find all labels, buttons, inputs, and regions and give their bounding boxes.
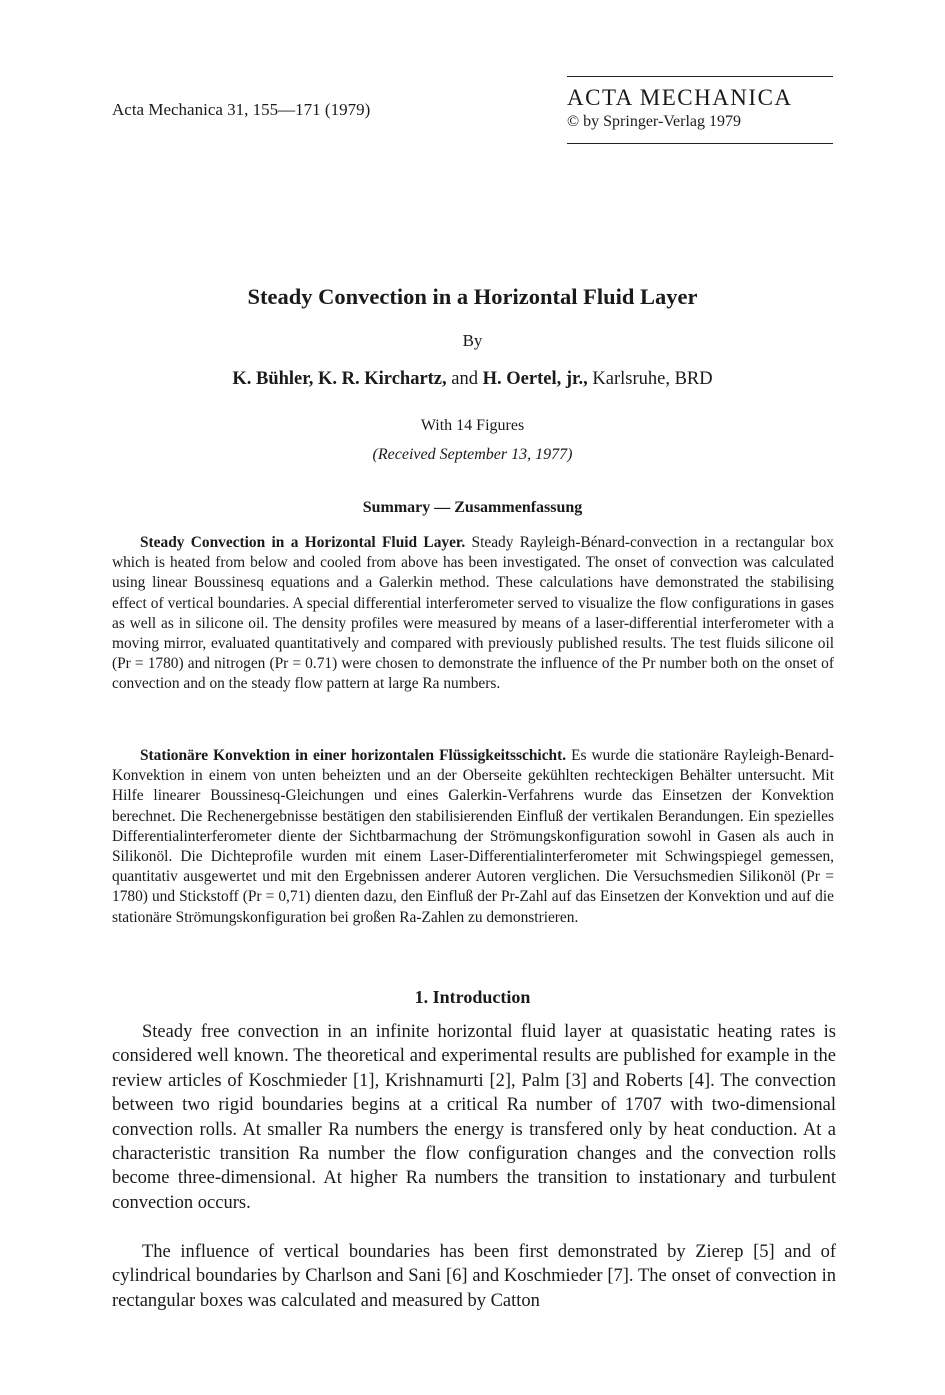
abstract-german-text: Es wurde die stationäre Rayleigh-Benard-Konvektion in einem von unten beheizten und an der Oberseite gekühlten rechteckigen Behälter untersucht. Mit Hilfe linearer Boussinesq-Gleichungen und eines Galerkin-Verfahrens wurde das Einsetzen der Konvektion berechnet. Die Rechenergebnisse bestätigen den stabilisierenden Einfluß der vertikalen Berandungen. Ein spezielles Differentialinterferometer diente der Sichtbarmachung der Strömungskonfiguration sowohl in Gasen als auch in Silikonöl. Die Dichteprofile wurden mit einem Laser-Differentialinterferometer mit Schwingspiegel gemessen, quantitativ ausgewertet und mit den Ergebnissen anderer Autoren verglichen. Die Versuchsmedien Silikonöl (Pr = 1780) und Stickstoff (Pr = 0,71) dienten dazu, den Einfluß der Pr-Zahl auf das Einsetzen der Konvektion und auf die stationäre Strömungskonfiguration bei großen Ra-Zahlen zu demonstrieren.	[112, 747, 834, 926]
author-list	[0, 369, 945, 390]
section-heading-introduction: 1. Introduction	[414, 987, 531, 1007]
figure-count: With 14 Figures	[420, 417, 525, 434]
author-oertel: H. Oertel, jr.,	[482, 369, 588, 389]
masthead-copyright: © by Springer-Verlag 1979	[567, 113, 742, 130]
received-date: (Received September 13, 1977)	[372, 446, 573, 463]
summary-heading: Summary — Zusammenfassung	[362, 499, 583, 516]
abstract-english	[112, 533, 834, 695]
abstract-english-text: Steady Rayleigh-Bénard-convection in a rectangular box which is heated from below and cooled from above has been investigated. The onset of convection was calculated using linear Boussinesq equations and a Galerkin method. These calculations have demonstrated the stabilising effect of vertical boundaries. A special differential interferometer served to visualize the flow configurations in gases as well as in silicone oil. The density profiles were measured by means of a laser-differential interferometer with a moving mirror, evaluated quantitatively and compared with previously published results. The test fluids silicone oil (Pr = 1780) and nitrogen (Pr = 0.71) were chosen to demonstrate the influence of the Pr number both on the onset of convection and on the steady flow pattern at large Ra numbers.	[112, 534, 834, 693]
article-title: Steady Convection in a Horizontal Fluid Layer	[247, 284, 698, 309]
abstract-german	[112, 746, 834, 928]
author-buehler: K. Bühler,	[232, 369, 314, 389]
intro-paragraph-2: The influence of vertical boundaries has been first demonstrated by Zierep [5] and of cylindrical boundaries by Charlson and Sani [6] and Koschmieder [7]. The onset of convection in rectangular boxes was calculated and measured by Catton	[112, 1242, 836, 1311]
author-affiliation: Karlsruhe, BRD	[592, 369, 713, 389]
abstract-english-lead: Steady Convection in a Horizontal Fluid Layer.	[140, 534, 466, 551]
author-conjunction: and	[451, 369, 478, 389]
intro-paragraph-1: Steady free convection in an infinite horizontal fluid layer at quasistatic heating rates is considered well known. The theoretical and experimental results are published for example in the review articles of Koschmieder [1], Krishnamurti [2], Palm [3] and Roberts [4]. The convection between two rigid boundaries begins at a critical Ra number of 1707 with two-dimensional convection rolls. At smaller Ra numbers the energy is transfered only by heat conduction. At a characteristic transition Ra number the flow configuration changes and the convection rolls become three-dimensional. At higher Ra numbers the transition to instationary and turbulent convection occurs.	[112, 1022, 836, 1213]
journal-reference: Acta Mechanica 31, 155—171 (1979)	[112, 100, 371, 119]
masthead-title: ACTA MECHANICA	[567, 85, 793, 110]
journal-masthead	[567, 76, 833, 144]
byline: By	[462, 331, 483, 350]
abstract-german-lead: Stationäre Konvektion in einer horizontalen Flüssigkeitsschicht.	[140, 747, 567, 764]
author-kirchartz: K. R. Kirchartz,	[318, 369, 447, 389]
